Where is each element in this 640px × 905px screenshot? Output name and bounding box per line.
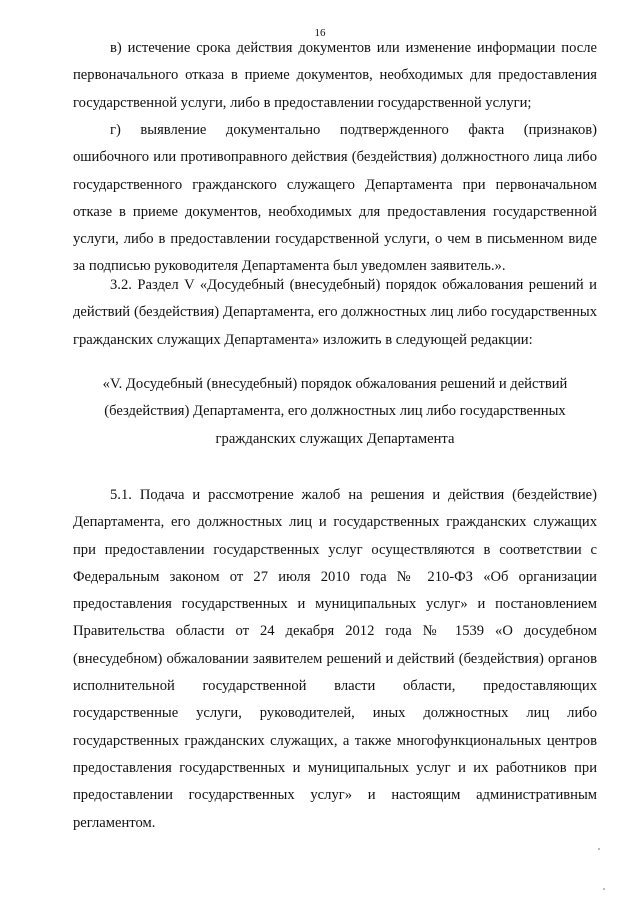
page-number: 16 xyxy=(314,27,326,39)
paragraph-clause-5-1 xyxy=(73,482,597,837)
scan-speck xyxy=(603,888,605,890)
paragraph-item-g xyxy=(73,117,597,281)
section-v-heading xyxy=(73,371,597,453)
paragraph-text: 5.1. Подача и рассмотрение жалоб на решения и действия (бездействие) Департамента, его должностных лиц и государственных гражданских служащих при предоставлении государственных услуг осуществляются в соответствии с Федеральным законом от 27 июля 2010 года № 210-ФЗ «Об организации предоставления государственных и муниципальных услуг» и постановлением Правительства области от 24 декабря 2012 года № 1539 «О досудебном (внесудебном) обжаловании заявителем решений и действий (бездействия) органов исполнительной государственной власти области, предоставляющих государственные услуги, руководителей, иных должностных лиц либо государственных гражданских служащих, а также многофункциональных центров предоставления государственных и муниципальных услуг и их работников при предоставлении государственных услуг» и настоящим административным регламентом. xyxy=(73,487,597,831)
paragraph-text: г) выявление документально подтвержденного факта (признаков) ошибочного или противоправного действия (бездействия) должностного лица либо государственного гражданского служащего Департамента при первоначальном отказе в приеме документов, необходимых для предоставления государственной услуги, либо в предоставлении государственной услуги, о чем в письменном виде за подписью руководителя Департамента был уведомлен заявитель.». xyxy=(73,122,597,275)
paragraph-text: в) истечение срока действия документов или изменение информации после первоначального отказа в приеме документов, необходимых для предоставления государственной услуги, либо в предоставлении государственной услуги; xyxy=(73,40,597,111)
paragraph-section-3-2 xyxy=(73,272,597,354)
paragraph-item-v xyxy=(73,35,597,117)
heading-text: «V. Досудебный (внесудебный) порядок обжалования решений и действий (бездействия) Департамента, его должностных лиц либо государственных гражданских служащих Департамента xyxy=(102,376,568,447)
scan-speck xyxy=(598,848,600,850)
paragraph-text: 3.2. Раздел V «Досудебный (внесудебный) порядок обжалования решений и действий (бездействия) Департамента, его должностных лиц либо государственных гражданских служащих Департамента» изложить в следующей редакции: xyxy=(73,277,597,348)
